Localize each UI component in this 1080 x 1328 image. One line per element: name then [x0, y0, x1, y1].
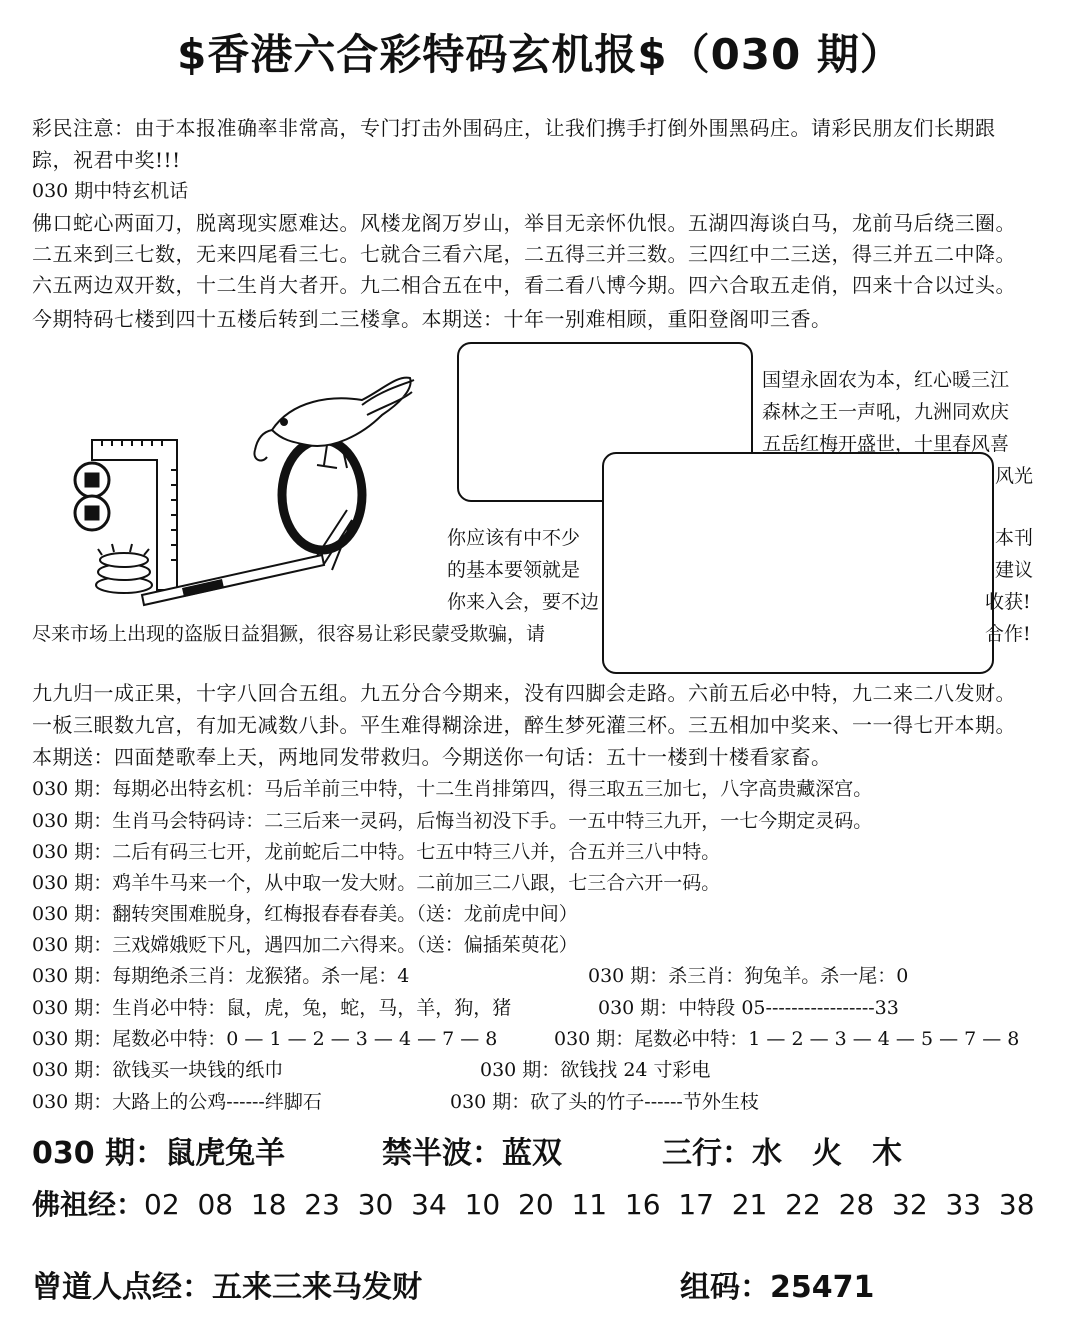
- pair-left-5: 030 期：大路上的公鸡------绊脚石: [32, 1091, 322, 1113]
- fragment-left-3: 你来入会，要不边: [447, 591, 600, 613]
- period-line-1: 030 期：每期必出特玄机：马后羊前三中特，十二生肖排第四，得三取五三加七，八字高贵藏深宫。: [32, 778, 873, 800]
- summary-zodiac: 030 期：鼠虎兔羊: [32, 1136, 286, 1171]
- notice-line-1: 彩民注意：由于本报准确率非常高，专门打击外围码庄，让我们携手打倒外围黑码庄。请彩民朋友们长期跟: [32, 116, 996, 140]
- ingot-stack-icon: [96, 544, 152, 593]
- riddle-line-3: 六五两边双开数，十二生肖大者开。九二相合五在中，看二看八博今期。四六合取五走俏，四来十合以过头。: [32, 273, 1016, 297]
- fragment-left-2: 的基本要领就是: [447, 559, 581, 581]
- pair-left-1: 030 期：每期绝杀三肖：龙猴猪。杀一尾：4: [32, 965, 410, 987]
- fragment-left-1: 你应该有中不少: [447, 527, 581, 549]
- coins-icon: [75, 463, 109, 530]
- pair-left-3: 030 期：尾数必中特：0 — 1 — 2 — 3 — 4 — 7 — 8: [32, 1028, 498, 1050]
- ring-icon: [282, 440, 362, 550]
- period-line-5: 030 期：翻转突围难脱身，红梅报春春春美。（送：龙前虎中间）: [32, 903, 578, 925]
- fragment-wide: 尽来市场上出现的盗版日益猖獗，很容易让彩民蒙受欺骗，请: [32, 623, 546, 645]
- buddha-numbers: 02 08 18 23 30 34 10 20 11 16 17 21 22 28 32 33 38: [144, 1188, 1035, 1221]
- pair-left-2: 030 期：生肖必中特：鼠，虎，兔，蛇，马，羊，狗，猪: [32, 997, 512, 1019]
- poem-line-2: 森林之王一声吼，九洲同欢庆: [762, 401, 1010, 423]
- summary-elements: 三行：水 火 木: [662, 1136, 902, 1171]
- riddle-line-2: 二五来到三七数，无来四尾看三七。七就合三看六尾，二五得三并三数。三四红中二三送，得三并五二中降。: [32, 242, 1016, 266]
- fragment-right-4: 合作!: [985, 623, 1031, 645]
- riddle-line-4: 今期特码七楼到四十五楼后转到二三楼拿。本期送：十年一别难相顾，重阳登阁叩三香。: [32, 307, 832, 331]
- pair-right-3: 030 期：尾数必中特：1 — 2 — 3 — 4 — 5 — 7 — 8: [554, 1028, 1020, 1050]
- fragment-right-2: 建议: [995, 559, 1034, 581]
- summary-row-2: [32, 1183, 1035, 1223]
- summary-row-1: [32, 1128, 902, 1172]
- fragment-right-3: 收获!: [985, 591, 1031, 613]
- verse-line-3: 本期送：四面楚歌奉上天，两地同发带救归。今期送你一句话：五十一楼到十楼看家畜。: [32, 745, 832, 769]
- period-line-2: 030 期：生肖马会特码诗：二三后来一灵码，后悔当初没下手。一五中特三九开，一七今期定灵码。: [32, 810, 873, 832]
- pair-right-5: 030 期：砍了头的竹子------节外生枝: [450, 1091, 759, 1113]
- pair-right-4: 030 期：欲钱找 24 寸彩电: [480, 1059, 711, 1081]
- summary-row-3: [32, 1262, 874, 1306]
- riddle-heading: 030 期中特玄机话: [32, 180, 189, 202]
- group-code: 组码：25471: [680, 1270, 875, 1305]
- pair-right-2: 030 期：中特段 05-----------------33: [598, 997, 899, 1019]
- brush-handle: [142, 555, 324, 605]
- period-line-6: 030 期：三戏嫦娥贬下凡，遇四加二六得来。（送：偏插茱萸花）: [32, 934, 578, 956]
- fragment-right-1: 本刊: [995, 527, 1034, 549]
- page-title: $香港六合彩特码玄机报$（030 期）: [177, 30, 903, 79]
- notice-line-2: 踪，祝君中奖!!!: [32, 148, 181, 172]
- taoist-verse: 曾道人点经：五来三来马发财: [32, 1270, 422, 1305]
- riddle-line-1: 佛口蛇心两面刀，脱离现实愿难达。风楼龙阁万岁山，举目无亲怀仇恨。五湖四海谈白马，龙前马后绕三圈。: [32, 211, 1016, 235]
- summary-half-wave: 禁半波：蓝双: [382, 1136, 562, 1171]
- period-line-4: 030 期：鸡羊牛马来一个，从中取一发大财。二前加三二八跟，七三合六开一码。: [32, 872, 721, 894]
- verse-line-1: 九九归一成正果，十字八回合五组。九五分合今期来，没有四脚会走路。六前五后必中特，九二来二八发财。: [32, 681, 1016, 705]
- period-line-3: 030 期：二后有码三七开，龙前蛇后二中特。七五中特三八并，合五并三八中特。: [32, 841, 721, 863]
- bird-icon: [254, 378, 414, 468]
- blank-panel-right: [602, 452, 994, 674]
- verse-line-2: 一板三眼数九宫，有加无减数八卦。平生难得糊涂进，醉生梦死灌三杯。三五相加中奖来、一一得七开本期。: [32, 713, 1016, 737]
- poem-line-1: 国望永固农为本，红心暖三江: [762, 369, 1010, 391]
- poem-line-4: 风光: [995, 465, 1034, 487]
- pair-left-4: 030 期：欲钱买一块钱的纸巾: [32, 1059, 284, 1081]
- bird-illustration: [62, 360, 462, 620]
- poem-line-3: 五岳红梅开盛世，十里春风喜: [762, 433, 1010, 455]
- pair-right-1: 030 期：杀三肖：狗兔羊。杀一尾：0: [588, 965, 909, 987]
- buddha-label: 佛祖经：: [32, 1188, 145, 1221]
